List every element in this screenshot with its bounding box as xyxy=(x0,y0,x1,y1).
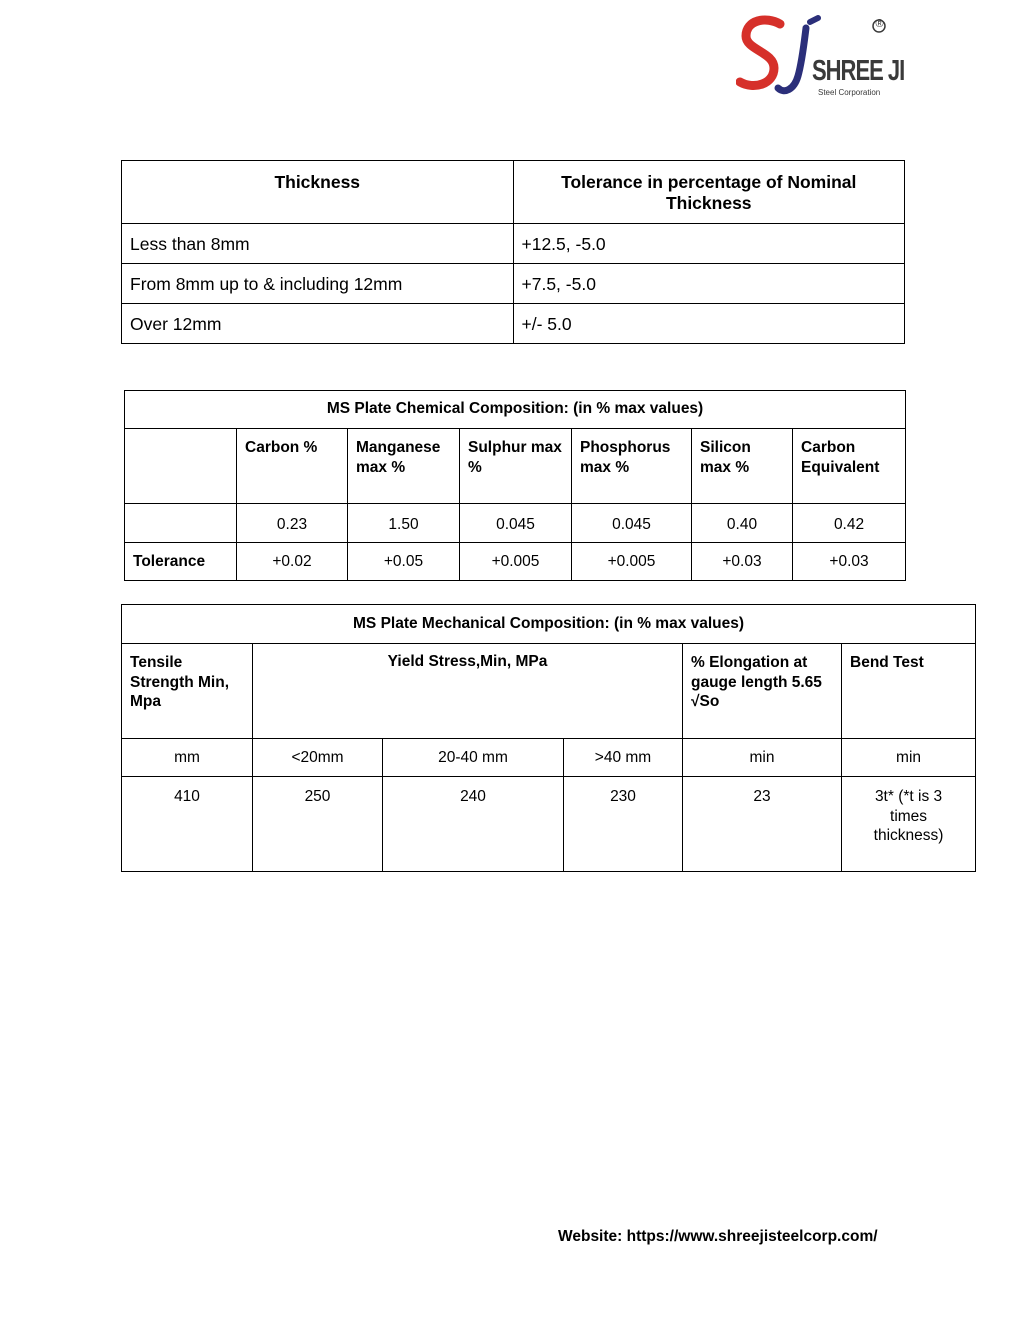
header-tolerance: Tolerance in percentage of Nominal Thickness xyxy=(513,161,905,224)
thickness-cell: From 8mm up to & including 12mm xyxy=(122,264,514,304)
header-carbon-equivalent: Carbon Equivalent xyxy=(793,429,906,504)
silicon-tolerance: +0.03 xyxy=(692,543,793,581)
sulphur-value: 0.045 xyxy=(460,504,572,543)
header-manganese: Manganese max % xyxy=(348,429,460,504)
manganese-tolerance: +0.05 xyxy=(348,543,460,581)
header-thickness: Thickness xyxy=(122,161,514,224)
table-header-row xyxy=(122,161,905,224)
manganese-value: 1.50 xyxy=(348,504,460,543)
silicon-value: 0.40 xyxy=(692,504,793,543)
header-bend-test: Bend Test xyxy=(842,644,976,739)
phosphorus-value: 0.045 xyxy=(572,504,692,543)
table-row xyxy=(122,739,976,777)
table-header-row xyxy=(122,644,976,739)
unit-cell: 20-40 mm xyxy=(383,739,564,777)
tolerance-cell: +7.5, -5.0 xyxy=(513,264,905,304)
header-sulphur: Sulphur max % xyxy=(460,429,572,504)
website-footer: Website: https://www.shreejisteelcorp.com/ xyxy=(558,1228,878,1245)
table-row xyxy=(125,504,906,543)
table-row xyxy=(122,304,905,344)
bend-test-value: 3t* (*t is 3 times thickness) xyxy=(842,777,976,872)
unit-cell: min xyxy=(683,739,842,777)
tolerance-cell: +12.5, -5.0 xyxy=(513,224,905,264)
yield-gt40-value: 230 xyxy=(564,777,683,872)
header-elongation: % Elongation at gauge length 5.65 √So xyxy=(683,644,842,739)
table-row xyxy=(122,224,905,264)
header-blank xyxy=(125,429,237,504)
header-silicon: Silicon max % xyxy=(692,429,793,504)
tolerance-cell: +/- 5.0 xyxy=(513,304,905,344)
unit-cell: min xyxy=(842,739,976,777)
header-phosphorus: Phosphorus max % xyxy=(572,429,692,504)
unit-cell: <20mm xyxy=(253,739,383,777)
values-label-cell xyxy=(125,504,237,543)
phosphorus-tolerance: +0.005 xyxy=(572,543,692,581)
sulphur-tolerance: +0.005 xyxy=(460,543,572,581)
logo-brand: SHREE JI xyxy=(812,54,905,87)
table-row xyxy=(122,777,976,872)
logo-tagline: Steel Corporation xyxy=(818,88,881,97)
thickness-cell: Over 12mm xyxy=(122,304,514,344)
table-row xyxy=(122,264,905,304)
thickness-cell: Less than 8mm xyxy=(122,224,514,264)
mechanical-composition-table xyxy=(121,604,976,872)
tolerance-label: Tolerance xyxy=(125,543,237,581)
table-row xyxy=(125,543,906,581)
carbon-tolerance: +0.02 xyxy=(237,543,348,581)
elongation-value: 23 xyxy=(683,777,842,872)
table-header-row xyxy=(125,429,906,504)
header-tensile-strength: Tensile Strength Min, Mpa xyxy=(122,644,253,739)
registered-mark: ® xyxy=(875,18,884,30)
mechanical-table-title: MS Plate Mechanical Composition: (in % max values) xyxy=(122,605,976,644)
chemical-table-title: MS Plate Chemical Composition: (in % max values) xyxy=(125,391,906,429)
chemical-composition-table xyxy=(124,390,906,581)
carbon-equivalent-value: 0.42 xyxy=(793,504,906,543)
carbon-equivalent-tolerance: +0.03 xyxy=(793,543,906,581)
unit-cell: mm xyxy=(122,739,253,777)
header-carbon: Carbon % xyxy=(237,429,348,504)
tensile-value: 410 xyxy=(122,777,253,872)
carbon-value: 0.23 xyxy=(237,504,348,543)
yield-lt20-value: 250 xyxy=(253,777,383,872)
company-logo xyxy=(736,14,905,100)
header-yield-stress: Yield Stress,Min, MPa xyxy=(253,644,683,739)
unit-cell: >40 mm xyxy=(564,739,683,777)
thickness-tolerance-table xyxy=(121,160,905,344)
yield-20-40-value: 240 xyxy=(383,777,564,872)
